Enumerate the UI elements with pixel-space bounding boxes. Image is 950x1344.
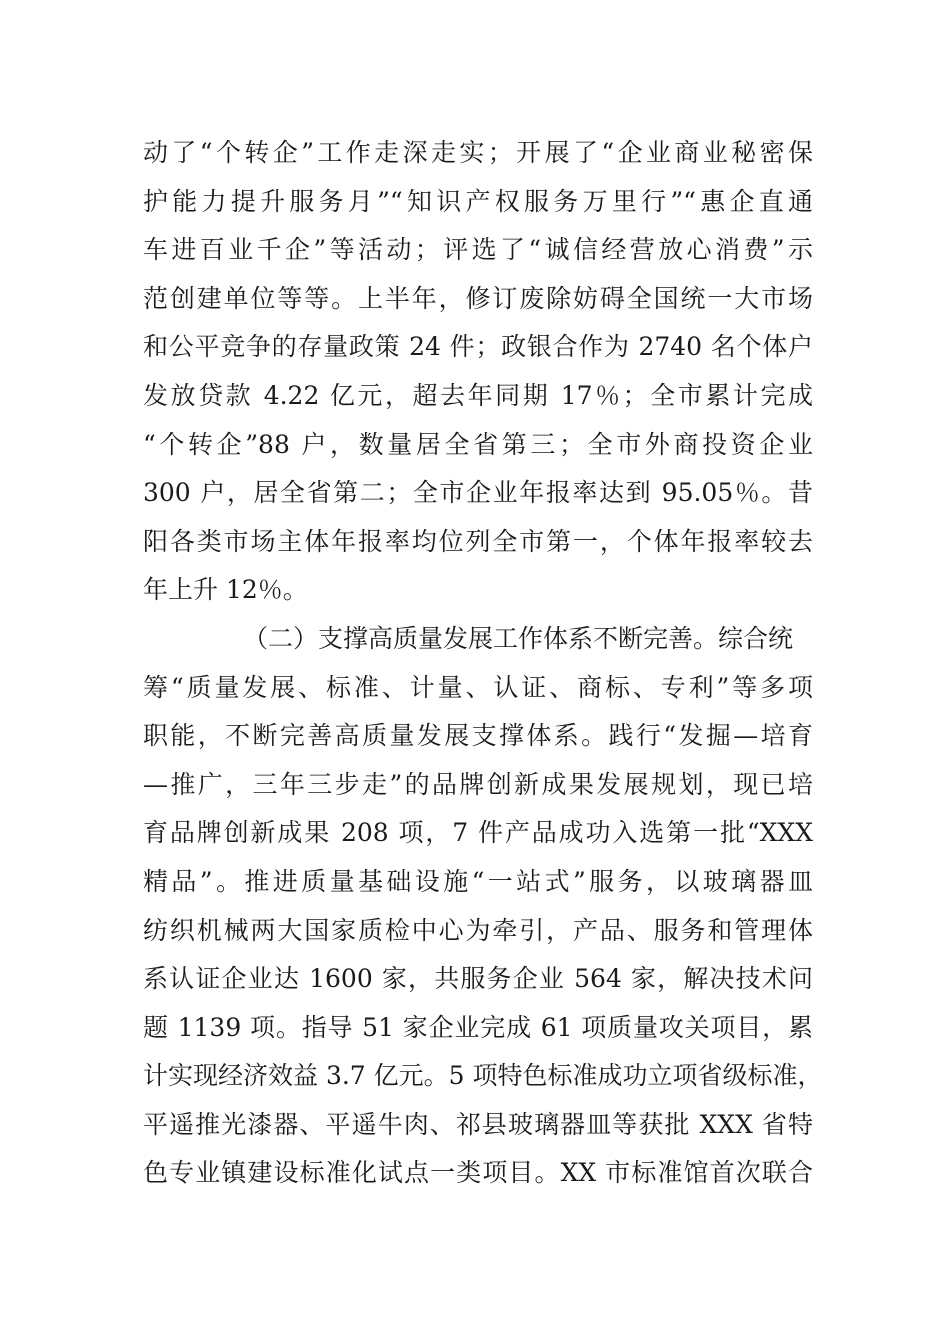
text-line: 动了“个转企”工作走深走实；开展了“企业商业秘密保 <box>143 138 813 167</box>
text-line: 育品牌创新成果 208 项，7 件产品成功入选第一批“XXX <box>143 818 813 848</box>
text-line: —推广，三年三步走”的品牌创新成果发展规划，现已培 <box>143 769 813 799</box>
text-line: 范创建单位等等。上半年，修订废除妨碍全国统一大市场 <box>143 283 813 313</box>
body-text <box>143 129 823 1198</box>
text-line: 计实现经济效益 3.7 亿元。5 项特色标准成功立项省级标准， <box>143 1061 823 1091</box>
text-line: 职能，不断完善高质量发展支撑体系。践行“发掘—培育 <box>143 721 813 751</box>
text-line: 300 户，居全省第二；全市企业年报率达到 95.05％。昔 <box>143 478 813 508</box>
text-line: 纺织机械两大国家质检中心为牵引，产品、服务和管理体 <box>143 915 813 945</box>
text-line: 精品”。推进质量基础设施“一站式”服务，以玻璃器皿 <box>143 866 813 896</box>
section-heading-line: （二）支撑高质量发展工作体系不断完善。综合统 <box>243 623 794 653</box>
text-line: 色专业镇建设标准化试点一类项目。XX 市标准馆首次联合 <box>143 1158 813 1188</box>
text-line: 和公平竞争的存量政策 24 件；政银合作为 2740 名个体户 <box>143 332 813 362</box>
text-line: 题 1139 项。指导 51 家企业完成 61 项质量攻关项目，累 <box>143 1012 813 1042</box>
text-line: “个转企”88 户，数量居全省第三；全市外商投资企业 <box>143 429 813 459</box>
text-line: 平遥推光漆器、平遥牛肉、祁县玻璃器皿等获批 XXX 省特 <box>143 1109 813 1139</box>
text-line: 筹“质量发展、标准、计量、认证、商标、专利”等多项 <box>143 672 813 702</box>
text-line: 车进百业千企”等活动；评选了“诚信经营放心消费”示 <box>143 235 813 265</box>
text-line: 系认证企业达 1600 家，共服务企业 564 家，解决技术问 <box>143 964 813 994</box>
text-line: 阳各类市场主体年报率均位列全市第一，个体年报率较去 <box>143 526 813 556</box>
text-line: 发放贷款 4.22 亿元，超去年同期 17％；全市累计完成 <box>143 380 813 410</box>
text-line: 护能力提升服务月”“知识产权服务万里行”“惠企直通 <box>143 186 813 216</box>
paragraph-last-line: 年上升 12％。 <box>143 575 308 605</box>
